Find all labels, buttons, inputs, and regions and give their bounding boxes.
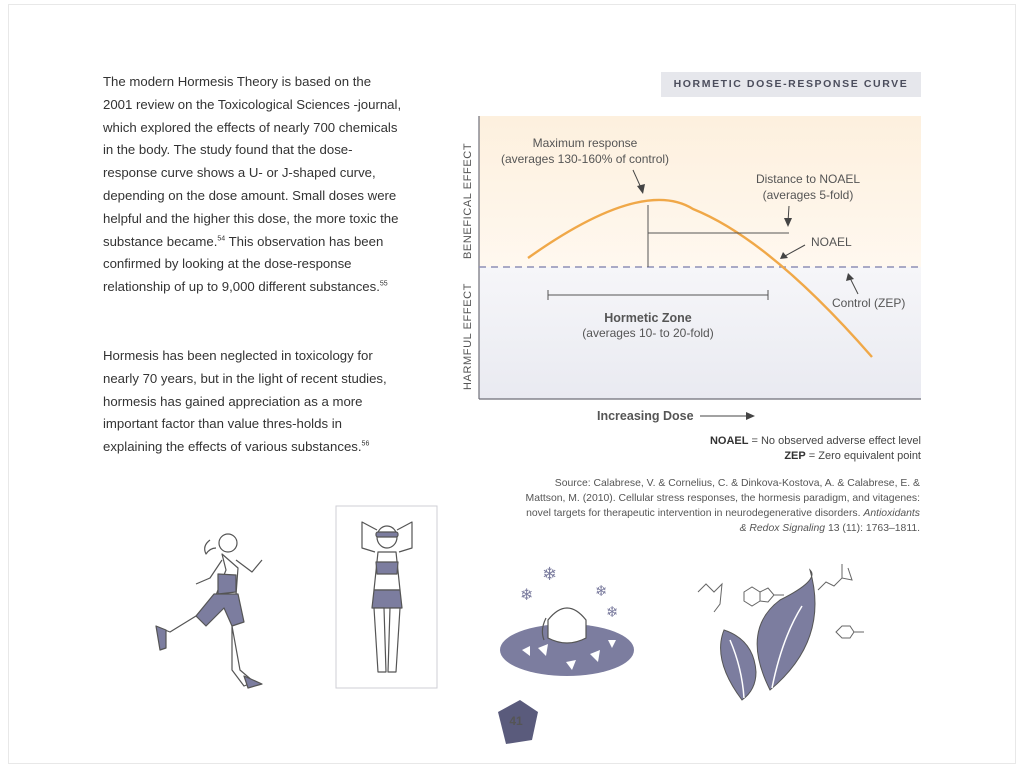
legend-noael bbox=[710, 435, 921, 447]
source-citation bbox=[520, 476, 920, 536]
footnote-ref[interactable]: 56 bbox=[361, 440, 370, 448]
legend-zep bbox=[784, 450, 921, 462]
source-tail: 13 (11): 1763–1811. bbox=[825, 523, 920, 534]
annotation-distance-noael: Distance to NOAEL bbox=[755, 172, 861, 186]
source-journal: Antioxidants & Redox Signaling bbox=[739, 508, 920, 534]
hormetic-zone-title: Hormetic Zone bbox=[604, 311, 692, 325]
hormetic-zone-sub: (averages 10- to 20-fold) bbox=[582, 326, 714, 340]
running-woman-illustration bbox=[156, 534, 262, 688]
paragraph-text: This observation has been confirmed by looking at the dose-response relationship of up to 9,000 different substances. bbox=[103, 233, 384, 295]
legend-abbr: ZEP bbox=[784, 450, 806, 462]
arrow-right-icon bbox=[746, 412, 755, 420]
snowflake-icon: ❄ bbox=[595, 582, 608, 600]
ice-bath-illustration bbox=[500, 564, 634, 676]
footnote-ref[interactable]: 54 bbox=[217, 235, 226, 243]
annotation-distance-noael-sub: (averages 5-fold) bbox=[762, 188, 854, 202]
paragraph-text: The modern Hormesis Theory is based on the 2001 review on the Toxicological Sciences -journal, which explored the effects of nearly 700 chemicals in the body. The study found that the dose-response curve shows a U- or J-shaped curve, depending on the dose amount. Small doses were helpful and the higher this dose, the more toxic the substance became. bbox=[103, 74, 402, 249]
annotation-max-response-sub: (averages 130-160% of control) bbox=[500, 152, 670, 166]
source-text: Source: Calabrese, V. & Cornelius, C. & Dinkova-Kostova, A. & Calabrese, E. & Mattson, M. (2010). Cellular stress responses, the hormesis paradigm, and vitagenes: novel targets for therapeutic intervention in neurodegenerative disorders. bbox=[525, 478, 920, 519]
page-number: 41 bbox=[509, 714, 523, 728]
snowflake-icon: ❄ bbox=[606, 603, 619, 621]
annotation-max-response: Maximum response bbox=[532, 136, 638, 150]
annotation-control: Control (ZEP) bbox=[832, 296, 906, 310]
snowflake-icon: ❄ bbox=[542, 564, 558, 585]
y-label-beneficial: BENEFICAL EFFECT bbox=[462, 142, 474, 259]
legend-abbr: NOAEL bbox=[709, 435, 749, 447]
snowflake-icon: ❄ bbox=[520, 585, 534, 604]
legend-definition: = Zero equivalent point bbox=[805, 450, 921, 462]
chart-title: HORMETIC DOSE-RESPONSE CURVE bbox=[661, 72, 921, 97]
annotation-noael: NOAEL bbox=[811, 235, 852, 249]
y-label-harmful: HARMFUL EFFECT bbox=[462, 283, 474, 390]
sunbathing-woman-illustration bbox=[362, 522, 412, 672]
legend-definition: = No observed adverse effect level bbox=[748, 435, 921, 447]
x-axis-label: Increasing Dose bbox=[597, 409, 694, 423]
footnote-ref[interactable]: 55 bbox=[379, 280, 388, 288]
paragraph-text: Hormesis has been neglected in toxicology for nearly 70 years, but in the light of recent studies, hormesis has gained appreciation as a more important factor than value thres-holds in explaining the effects of various substances. bbox=[103, 348, 387, 455]
leaves-molecules-illustration bbox=[698, 564, 864, 700]
